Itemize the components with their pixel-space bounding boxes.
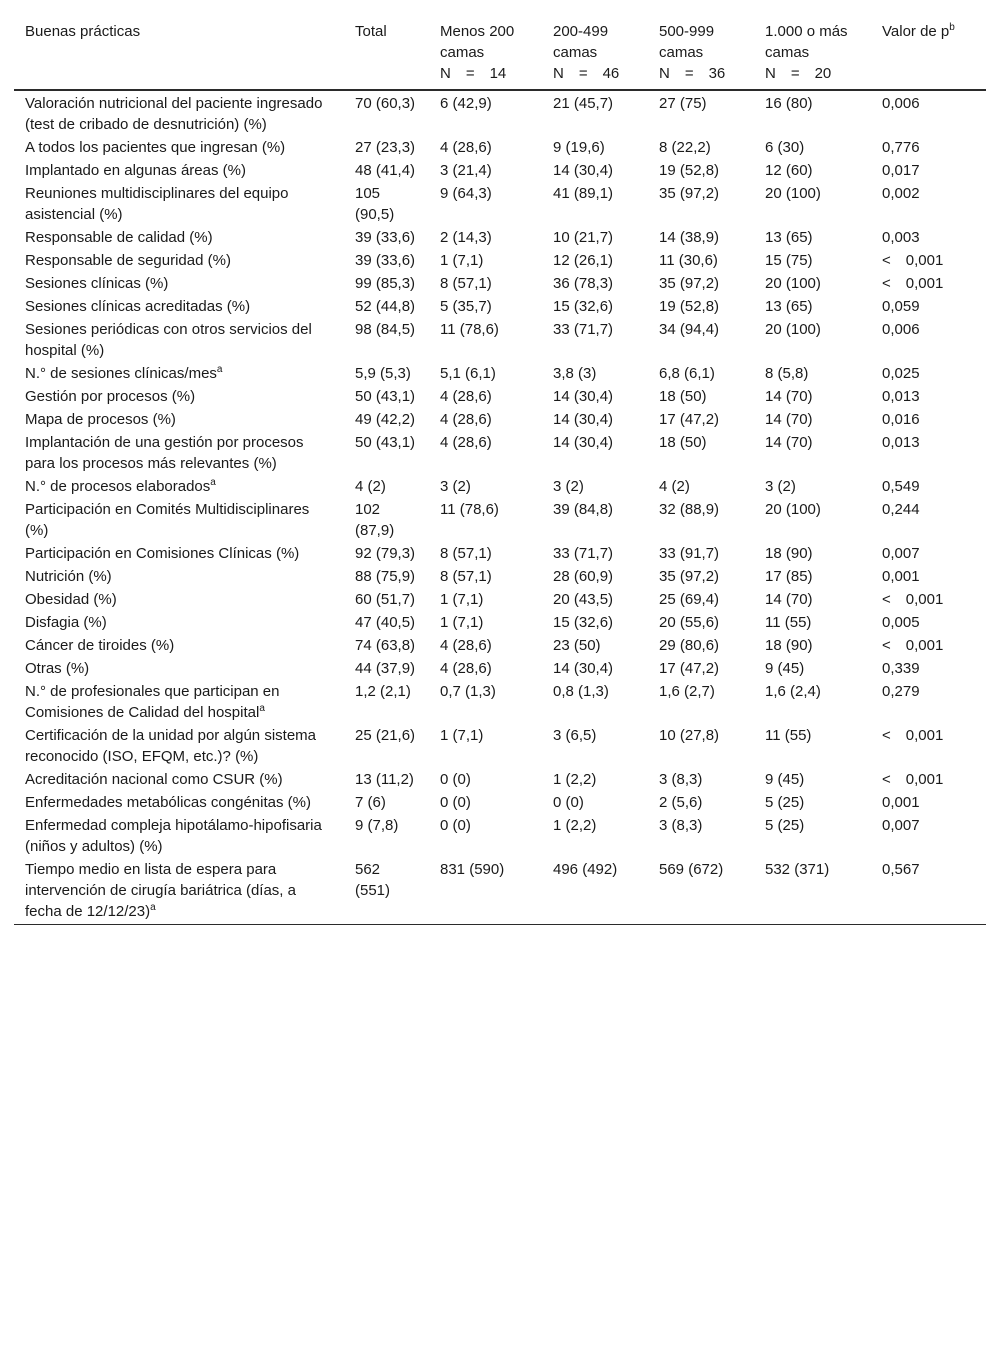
practice-cell	[14, 791, 344, 814]
practice-label: Implantación de una gestión por procesos para los procesos más relevantes (%)	[25, 434, 304, 472]
pvalue-cell: 0,776	[882, 139, 920, 156]
practice-cell	[14, 588, 344, 611]
group-1-cell: 9 (64,3)	[440, 185, 492, 202]
table-row	[14, 657, 986, 680]
practice-cell	[14, 724, 344, 768]
practice-cell	[14, 182, 344, 226]
header-group-2	[542, 10, 648, 90]
group-1-cell: 831 (590)	[429, 858, 542, 925]
group-2-cell: 33 (71,7)	[553, 321, 614, 338]
table-row	[14, 318, 986, 362]
group-4-cell: 13 (65)	[765, 229, 813, 246]
header-group-1-line1: Menos 200	[440, 23, 515, 40]
pvalue-cell: 0,007	[882, 817, 920, 834]
pvalue-cell: < 0,001	[882, 771, 944, 788]
group-1-cell: 0 (0)	[440, 817, 471, 834]
group-2-cell: 0 (0)	[553, 794, 584, 811]
header-row	[14, 10, 986, 90]
practice-label: Otras (%)	[25, 660, 90, 677]
practice-label: Responsable de seguridad (%)	[25, 252, 231, 269]
table-row	[14, 385, 986, 408]
group-1-cell: 4 (28,6)	[440, 139, 492, 156]
table-row	[14, 408, 986, 431]
total-cell: 92 (79,3)	[355, 545, 416, 562]
group-4-cell: 16 (80)	[765, 95, 813, 112]
total-cell: 49 (42,2)	[355, 411, 416, 428]
header-practice: Buenas prácticas	[14, 10, 344, 90]
table-row	[14, 431, 986, 475]
header-group-1	[429, 10, 542, 90]
group-4-cell: 5 (25)	[765, 817, 805, 834]
practice-cell	[14, 362, 344, 385]
practice-label: Responsable de calidad (%)	[25, 229, 213, 246]
group-4-cell: 20 (100)	[765, 275, 821, 292]
total-cell: 52 (44,8)	[355, 298, 416, 315]
practice-label: N.° de procesos elaborados	[25, 478, 211, 495]
group-2-cell: 28 (60,9)	[553, 568, 614, 585]
table-row	[14, 858, 986, 925]
group-4-cell: 5 (25)	[765, 794, 805, 811]
group-3-cell: 17 (47,2)	[659, 660, 720, 677]
practice-cell	[14, 249, 344, 272]
table-row	[14, 362, 986, 385]
practice-label: Disfagia (%)	[25, 614, 107, 631]
group-3-cell: 29 (80,6)	[659, 637, 720, 654]
group-3-cell: 10 (27,8)	[659, 727, 720, 744]
group-4-cell: 20 (100)	[765, 501, 821, 518]
table-row	[14, 249, 986, 272]
group-3-cell: 4 (2)	[659, 478, 690, 495]
total-cell: 5,9 (5,3)	[355, 365, 411, 382]
practice-cell	[14, 408, 344, 431]
practice-label: Cáncer de tiroides (%)	[25, 637, 175, 654]
pvalue-cell: 0,005	[882, 614, 920, 631]
group-3-cell: 34 (94,4)	[659, 321, 720, 338]
group-4-cell: 14 (70)	[765, 434, 813, 451]
total-cell: 70 (60,3)	[355, 95, 416, 112]
table-row	[14, 588, 986, 611]
group-4-cell: 8 (5,8)	[765, 365, 809, 382]
group-2-cell: 1 (2,2)	[553, 817, 597, 834]
practice-label: Participación en Comités Multidisciplinares (%)	[25, 501, 310, 539]
pvalue-cell: 0,017	[882, 162, 920, 179]
group-3-cell: 14 (38,9)	[659, 229, 720, 246]
practice-label: Enfermedades metabólicas congénitas (%)	[25, 794, 311, 811]
practice-label: Reuniones multidisciplinares del equipo asistencial (%)	[25, 185, 289, 223]
group-2-cell: 15 (32,6)	[553, 298, 614, 315]
group-1-cell: 8 (57,1)	[440, 275, 492, 292]
total-cell: 74 (63,8)	[355, 637, 416, 654]
group-2-cell: 12 (26,1)	[553, 252, 614, 269]
group-2-cell: 3,8 (3)	[553, 365, 597, 382]
group-1-cell: 0,7 (1,3)	[440, 683, 496, 700]
group-3-cell: 8 (22,2)	[659, 139, 711, 156]
group-4-cell: 13 (65)	[765, 298, 813, 315]
total-cell: 13 (11,2)	[355, 771, 414, 788]
group-2-cell: 21 (45,7)	[553, 95, 614, 112]
group-1-cell: 11 (78,6)	[440, 321, 499, 338]
practice-cell	[14, 768, 344, 791]
header-group-4	[754, 10, 871, 90]
practice-label: Valoración nutricional del paciente ingresado (test de cribado de desnutrición) (%)	[25, 95, 323, 133]
practice-label: Participación en Comisiones Clínicas (%)	[25, 545, 300, 562]
group-2-cell: 39 (84,8)	[553, 501, 614, 518]
group-3-cell: 33 (91,7)	[659, 545, 720, 562]
header-group-3-line1: 500-999	[659, 23, 715, 40]
group-3-cell: 35 (97,2)	[659, 568, 720, 585]
group-3-cell: 20 (55,6)	[659, 614, 720, 631]
pvalue-cell: 0,006	[882, 321, 920, 338]
group-2-cell: 9 (19,6)	[553, 139, 605, 156]
table-row	[14, 498, 986, 542]
group-2-cell: 33 (71,7)	[553, 545, 614, 562]
practice-cell	[14, 90, 344, 136]
group-4-cell: 9 (45)	[765, 771, 805, 788]
group-1-cell: 4 (28,6)	[440, 637, 492, 654]
group-4-cell: 18 (90)	[765, 637, 813, 654]
group-3-cell: 6,8 (6,1)	[659, 365, 715, 382]
total-cell: 562 (551)	[344, 858, 429, 925]
practice-cell	[14, 295, 344, 318]
group-1-cell: 4 (28,6)	[440, 388, 492, 405]
table-row	[14, 136, 986, 159]
practice-cell	[14, 226, 344, 249]
total-cell: 50 (43,1)	[355, 434, 416, 451]
practice-label: N.° de sesiones clínicas/mes	[25, 365, 217, 382]
practice-label: Certificación de la unidad por algún sistema reconocido (ISO, EFQM, etc.)? (%)	[25, 727, 316, 765]
group-4-cell: 18 (90)	[765, 545, 813, 562]
group-1-cell: 5 (35,7)	[440, 298, 492, 315]
group-1-cell: 8 (57,1)	[440, 545, 492, 562]
group-1-cell: 0 (0)	[440, 771, 471, 788]
total-cell: 4 (2)	[355, 478, 386, 495]
group-4-cell: 14 (70)	[765, 591, 813, 608]
header-pvalue-footnote: b	[949, 22, 955, 33]
group-2-cell: 3 (6,5)	[553, 727, 597, 744]
group-3-cell: 2 (5,6)	[659, 794, 703, 811]
group-1-cell: 1 (7,1)	[440, 591, 484, 608]
group-3-cell: 19 (52,8)	[659, 162, 720, 179]
footnote-marker: a	[259, 703, 265, 714]
practice-label: Tiempo medio en lista de espera para intervención de cirugía bariátrica (días, a fecha de 12/12/23)	[25, 861, 296, 920]
group-2-cell: 14 (30,4)	[553, 411, 614, 428]
total-cell: 48 (41,4)	[355, 162, 416, 179]
header-group-1-line2: camas	[440, 44, 485, 61]
practice-cell	[14, 136, 344, 159]
group-1-cell: 1 (7,1)	[440, 727, 484, 744]
group-4-cell: 11 (55)	[765, 614, 812, 631]
group-3-cell: 3 (8,3)	[659, 817, 703, 834]
group-3-cell: 1,6 (2,7)	[659, 683, 715, 700]
total-cell: 50 (43,1)	[355, 388, 416, 405]
header-group-4-line2: camas	[765, 44, 810, 61]
practice-label: Implantado en algunas áreas (%)	[25, 162, 246, 179]
group-2-cell: 36 (78,3)	[553, 275, 614, 292]
group-1-cell: 8 (57,1)	[440, 568, 492, 585]
group-4-cell: 6 (30)	[765, 139, 805, 156]
header-pvalue-text: Valor de p	[882, 23, 950, 40]
total-cell: 44 (37,9)	[355, 660, 416, 677]
total-cell: 102 (87,9)	[355, 501, 395, 539]
table-row	[14, 611, 986, 634]
total-cell: 99 (85,3)	[355, 275, 416, 292]
group-2-cell: 20 (43,5)	[553, 591, 614, 608]
group-1-cell: 11 (78,6)	[440, 501, 499, 518]
pvalue-cell: 0,549	[882, 478, 920, 495]
practice-cell	[14, 159, 344, 182]
table-row	[14, 724, 986, 768]
table-row	[14, 475, 986, 498]
group-3-cell: 32 (88,9)	[659, 501, 720, 518]
group-4-cell: 1,6 (2,4)	[765, 683, 821, 700]
group-4-cell: 20 (100)	[765, 321, 821, 338]
footnote-marker: a	[216, 364, 223, 375]
practice-cell	[14, 318, 344, 362]
group-2-cell: 41 (89,1)	[553, 185, 614, 202]
practice-cell	[14, 272, 344, 295]
group-2-cell: 14 (30,4)	[553, 162, 614, 179]
header-group-1-n: N = 14	[440, 65, 507, 82]
group-1-cell: 6 (42,9)	[440, 95, 492, 112]
practice-label: Sesiones clínicas acreditadas (%)	[25, 298, 251, 315]
practice-cell	[14, 634, 344, 657]
group-4-cell: 20 (100)	[765, 185, 821, 202]
practice-label: Sesiones periódicas con otros servicios del hospital (%)	[25, 321, 312, 359]
group-4-cell: 3 (2)	[765, 478, 796, 495]
group-1-cell: 1 (7,1)	[440, 614, 484, 631]
group-4-cell: 11 (55)	[765, 727, 812, 744]
pvalue-cell: 0,059	[882, 298, 920, 315]
group-3-cell: 19 (52,8)	[659, 298, 720, 315]
table-row	[14, 295, 986, 318]
total-cell: 9 (7,8)	[355, 817, 399, 834]
header-group-4-line1: 1.000 o más	[765, 23, 848, 40]
header-total: Total	[344, 10, 429, 90]
pvalue-cell: 0,006	[882, 95, 920, 112]
table-row	[14, 542, 986, 565]
pvalue-cell: 0,244	[882, 501, 920, 518]
table-row	[14, 226, 986, 249]
footnote-marker: a	[210, 477, 216, 488]
practice-cell	[14, 475, 344, 498]
table-row	[14, 565, 986, 588]
practice-label: A todos los pacientes que ingresan (%)	[25, 139, 286, 156]
group-1-cell: 3 (21,4)	[440, 162, 492, 179]
practice-label: Gestión por procesos (%)	[25, 388, 196, 405]
total-cell: 98 (84,5)	[355, 321, 416, 338]
group-3-cell: 18 (50)	[659, 388, 707, 405]
practice-cell	[14, 858, 344, 925]
practice-label: Mapa de procesos (%)	[25, 411, 176, 428]
table-row	[14, 634, 986, 657]
total-cell: 105 (90,5)	[355, 185, 395, 223]
group-3-cell: 18 (50)	[659, 434, 707, 451]
practice-cell	[14, 385, 344, 408]
total-cell: 88 (75,9)	[355, 568, 416, 585]
header-group-2-n: N = 46	[553, 65, 620, 82]
group-3-cell: 35 (97,2)	[659, 275, 720, 292]
table-row	[14, 90, 986, 136]
practice-label: N.° de profesionales que participan en Comisiones de Calidad del hospital	[25, 683, 280, 721]
group-1-cell: 4 (28,6)	[440, 411, 492, 428]
pvalue-cell: 0,001	[882, 794, 920, 811]
total-cell: 7 (6)	[355, 794, 386, 811]
practice-cell	[14, 680, 344, 724]
practice-cell	[14, 498, 344, 542]
group-2-cell: 14 (30,4)	[553, 388, 614, 405]
group-1-cell: 4 (28,6)	[440, 434, 492, 451]
group-4-cell: 532 (371)	[754, 858, 871, 925]
group-3-cell: 11 (30,6)	[659, 252, 718, 269]
group-4-cell: 14 (70)	[765, 411, 813, 428]
group-1-cell: 5,1 (6,1)	[440, 365, 496, 382]
practice-label: Sesiones clínicas (%)	[25, 275, 169, 292]
group-2-cell: 1 (2,2)	[553, 771, 597, 788]
group-4-cell: 14 (70)	[765, 388, 813, 405]
practice-cell	[14, 657, 344, 680]
pvalue-cell: 0,567	[871, 858, 986, 925]
group-2-cell: 14 (30,4)	[553, 434, 614, 451]
group-3-cell: 25 (69,4)	[659, 591, 720, 608]
total-cell: 27 (23,3)	[355, 139, 416, 156]
table-row	[14, 680, 986, 724]
pvalue-cell: < 0,001	[882, 637, 944, 654]
group-1-cell: 2 (14,3)	[440, 229, 492, 246]
group-3-cell: 35 (97,2)	[659, 185, 720, 202]
total-cell: 60 (51,7)	[355, 591, 416, 608]
header-group-3-line2: camas	[659, 44, 704, 61]
practice-label: Acreditación nacional como CSUR (%)	[25, 771, 283, 788]
pvalue-cell: 0,003	[882, 229, 920, 246]
pvalue-cell: 0,001	[882, 568, 920, 585]
group-2-cell: 14 (30,4)	[553, 660, 614, 677]
table-header	[14, 10, 986, 90]
header-pvalue	[871, 10, 986, 90]
group-1-cell: 1 (7,1)	[440, 252, 484, 269]
group-2-cell: 3 (2)	[553, 478, 584, 495]
pvalue-cell: 0,013	[882, 434, 920, 451]
table-row	[14, 182, 986, 226]
group-2-cell: 15 (32,6)	[553, 614, 614, 631]
table-row	[14, 814, 986, 858]
group-2-cell: 0,8 (1,3)	[553, 683, 609, 700]
footnote-marker: a	[150, 902, 156, 913]
group-4-cell: 17 (85)	[765, 568, 813, 585]
group-1-cell: 3 (2)	[440, 478, 471, 495]
group-4-cell: 15 (75)	[765, 252, 813, 269]
practice-label: Enfermedad compleja hipotálamo-hipofisaria (niños y adultos) (%)	[25, 817, 322, 855]
group-3-cell: 569 (672)	[648, 858, 754, 925]
pvalue-cell: 0,002	[882, 185, 920, 202]
total-cell: 25 (21,6)	[355, 727, 416, 744]
header-group-2-line2: camas	[553, 44, 598, 61]
group-3-cell: 27 (75)	[659, 95, 707, 112]
group-1-cell: 4 (28,6)	[440, 660, 492, 677]
practice-cell	[14, 542, 344, 565]
pvalue-cell: 0,013	[882, 388, 920, 405]
practice-cell	[14, 814, 344, 858]
pvalue-cell: 0,016	[882, 411, 920, 428]
pvalue-cell: 0,279	[882, 683, 920, 700]
practice-cell	[14, 611, 344, 634]
pvalue-cell: < 0,001	[882, 727, 944, 744]
group-3-cell: 3 (8,3)	[659, 771, 703, 788]
practice-cell	[14, 431, 344, 475]
table-body	[14, 90, 986, 925]
group-4-cell: 9 (45)	[765, 660, 805, 677]
header-group-3-n: N = 36	[659, 65, 726, 82]
group-4-cell: 12 (60)	[765, 162, 813, 179]
total-cell: 1,2 (2,1)	[355, 683, 411, 700]
total-cell: 39 (33,6)	[355, 229, 416, 246]
table-row	[14, 768, 986, 791]
total-cell: 47 (40,5)	[355, 614, 416, 631]
pvalue-cell: < 0,001	[882, 252, 944, 269]
group-2-cell: 23 (50)	[553, 637, 601, 654]
table-row	[14, 272, 986, 295]
total-cell: 39 (33,6)	[355, 252, 416, 269]
practice-label: Nutrición (%)	[25, 568, 112, 585]
practice-cell	[14, 565, 344, 588]
header-group-3	[648, 10, 754, 90]
pvalue-cell: < 0,001	[882, 591, 944, 608]
practice-label: Obesidad (%)	[25, 591, 117, 608]
table-row	[14, 791, 986, 814]
pvalue-cell: < 0,001	[882, 275, 944, 292]
group-3-cell: 17 (47,2)	[659, 411, 720, 428]
header-group-2-line1: 200-499	[553, 23, 609, 40]
group-1-cell: 0 (0)	[440, 794, 471, 811]
pvalue-cell: 0,007	[882, 545, 920, 562]
group-2-cell: 10 (21,7)	[553, 229, 614, 246]
group-2-cell: 496 (492)	[542, 858, 648, 925]
good-practices-table	[14, 10, 986, 925]
header-group-4-n: N = 20	[765, 65, 832, 82]
pvalue-cell: 0,025	[882, 365, 920, 382]
pvalue-cell: 0,339	[882, 660, 920, 677]
table-row	[14, 159, 986, 182]
